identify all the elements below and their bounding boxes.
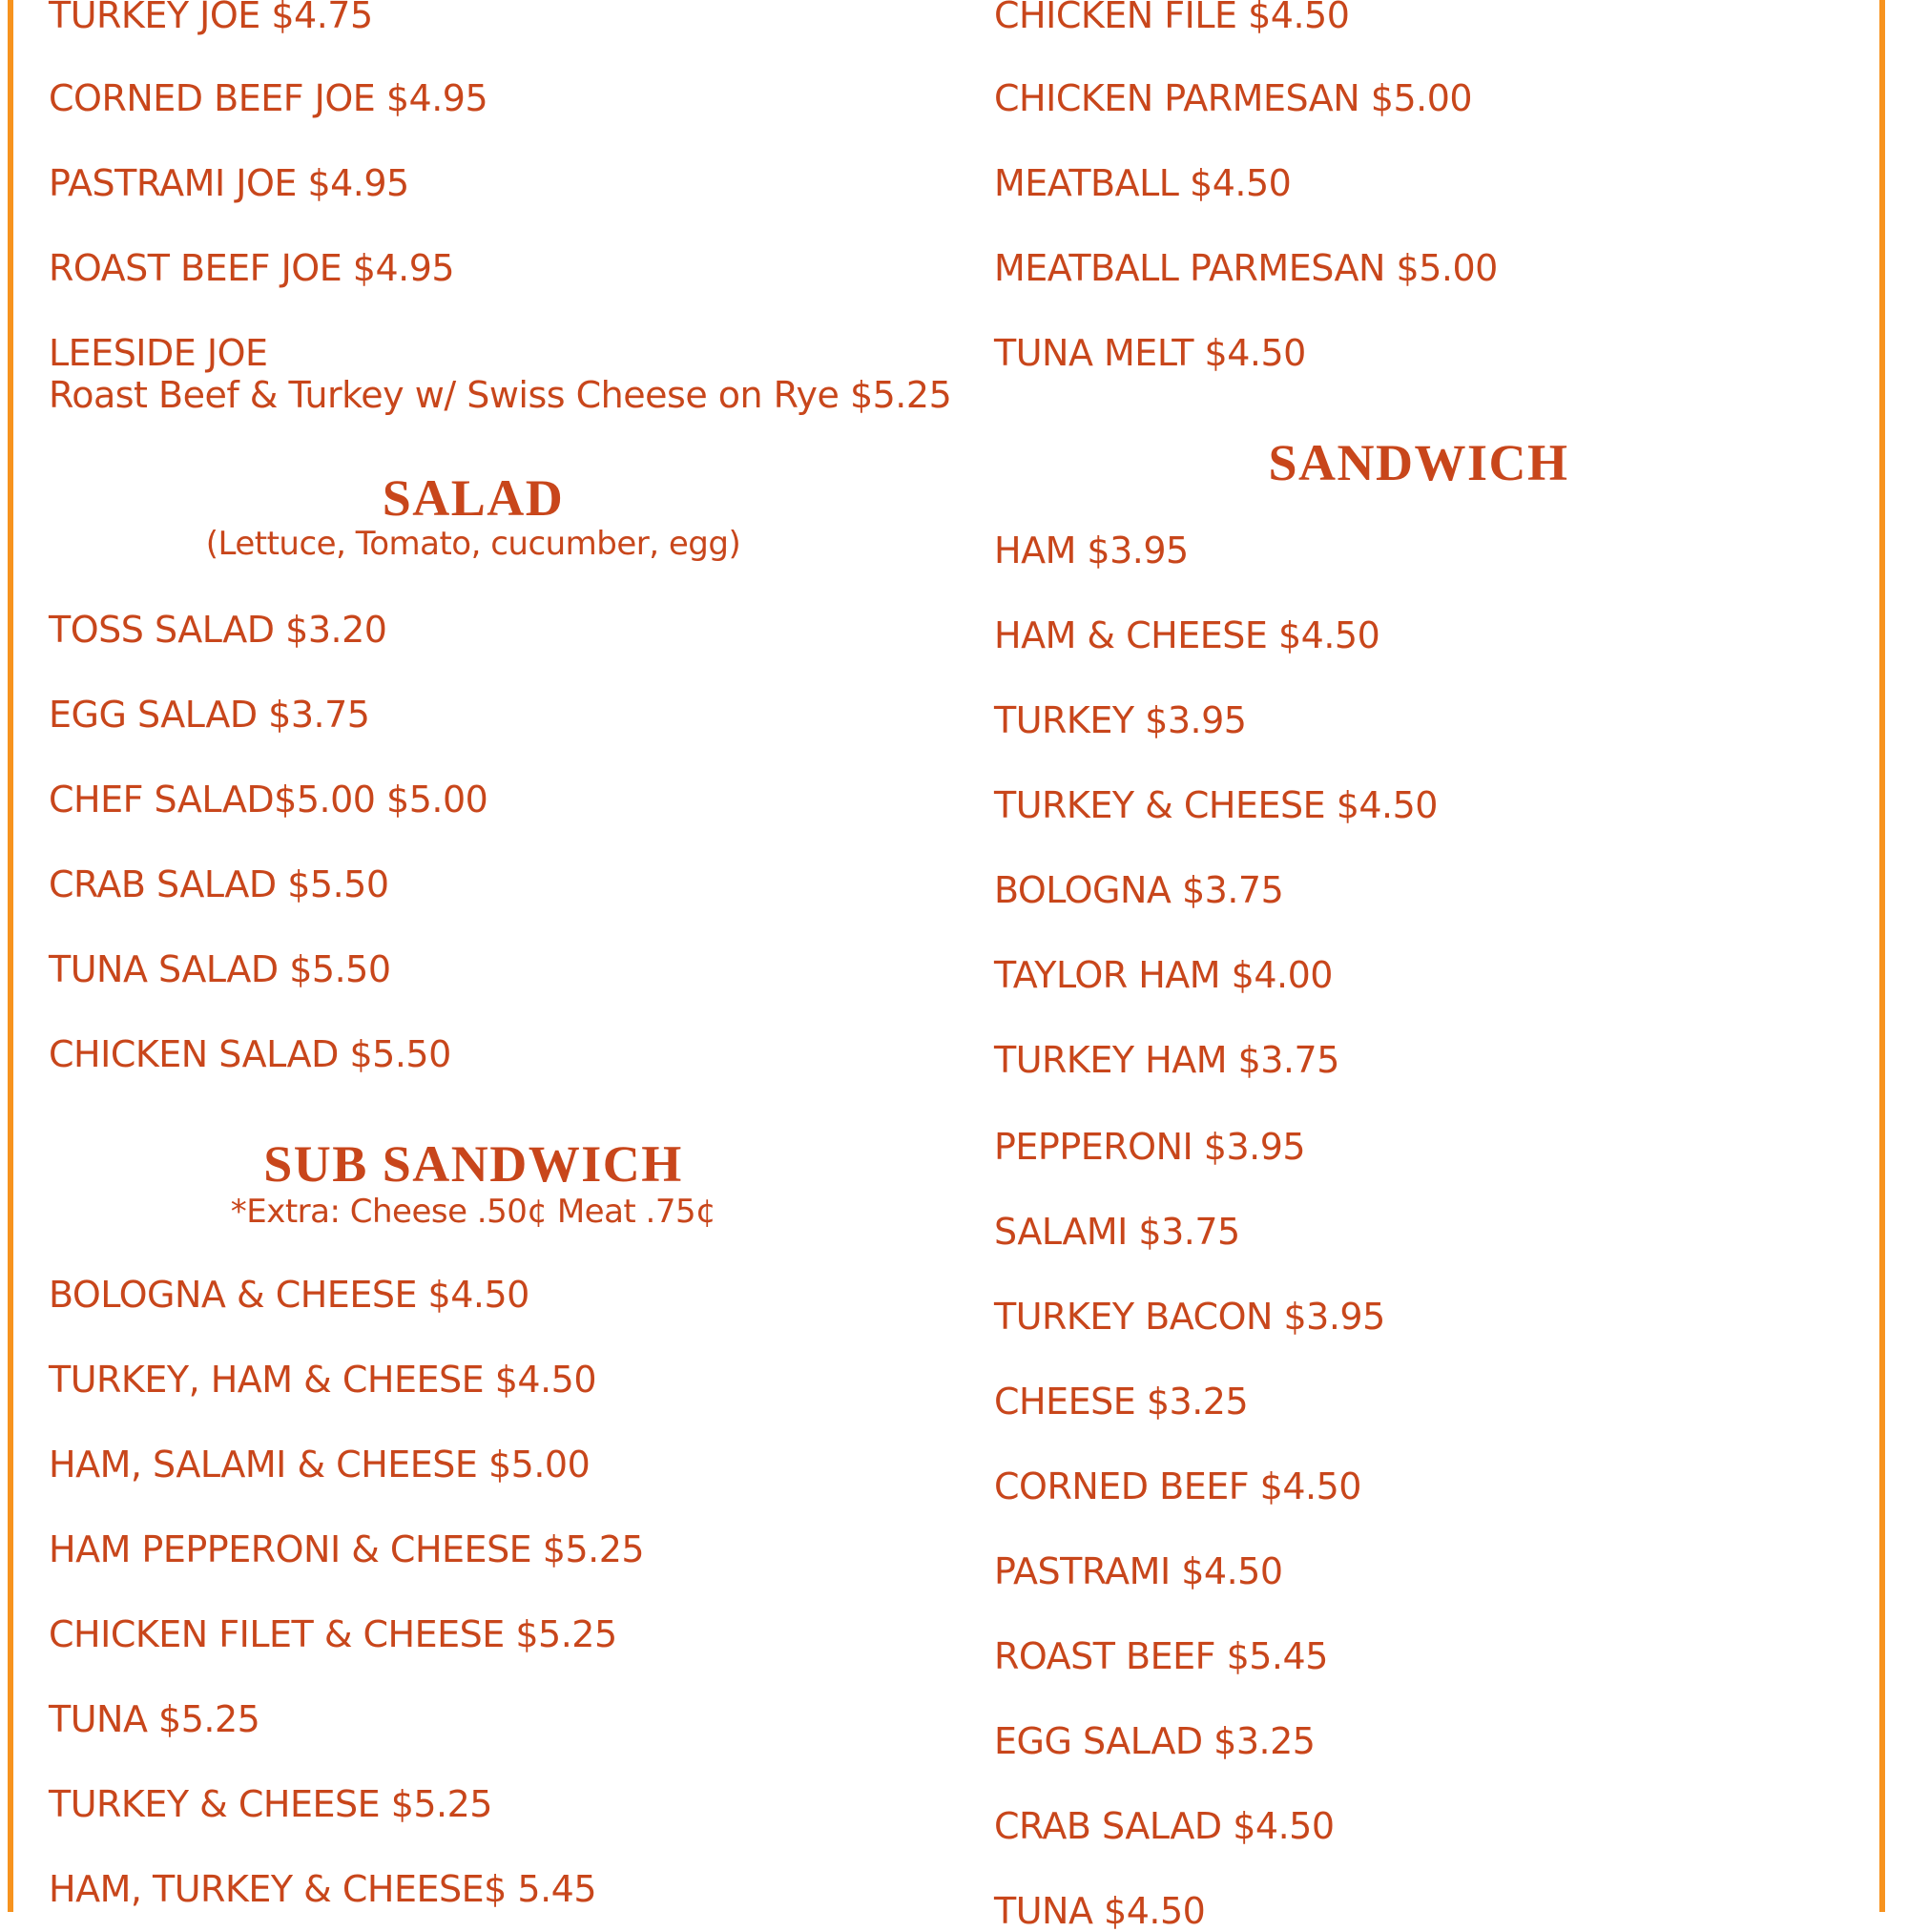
menu-item: TUNA SALAD $5.50 <box>49 948 391 990</box>
menu-item: CHICKEN FILE $4.50 <box>994 0 1350 36</box>
section-title-salad: SALAD <box>382 469 565 527</box>
menu-item: MEATBALL $4.50 <box>994 162 1292 204</box>
menu-item: CHEESE $3.25 <box>994 1381 1249 1423</box>
menu-item: MEATBALL PARMESAN $5.00 <box>994 247 1498 289</box>
menu-item: HAM $3.95 <box>994 530 1189 571</box>
menu-item: BOLOGNA $3.75 <box>994 869 1284 911</box>
menu-item-description: Roast Beef & Turkey w/ Swiss Cheese on Rye $5.25 <box>49 374 952 416</box>
menu-item: TUNA $4.50 <box>994 1890 1206 1932</box>
menu-item: HAM PEPPERONI & CHEESE $5.25 <box>49 1528 645 1570</box>
section-note-sub-sandwich: *Extra: Cheese .50¢ Meat .75¢ <box>230 1193 716 1231</box>
menu-item: SALAMI $3.75 <box>994 1211 1240 1253</box>
menu-item: BOLOGNA & CHEESE $4.50 <box>49 1274 529 1316</box>
menu-item: HAM, SALAMI & CHEESE $5.00 <box>49 1444 591 1485</box>
menu-item: TURKEY, HAM & CHEESE $4.50 <box>49 1359 596 1401</box>
menu-border-right <box>1879 0 1885 1912</box>
menu-item: TURKEY JOE $4.75 <box>49 0 373 36</box>
menu-item: TURKEY $3.95 <box>994 699 1247 741</box>
menu-item: TOSS SALAD $3.20 <box>49 609 387 651</box>
menu-item: HAM & CHEESE $4.50 <box>994 614 1380 656</box>
menu-item: CHICKEN SALAD $5.50 <box>49 1033 451 1075</box>
menu-item: EGG SALAD $3.25 <box>994 1720 1316 1762</box>
menu-item: CRAB SALAD $5.50 <box>49 863 389 905</box>
menu-item: CHEF SALAD$5.00 $5.00 <box>49 779 488 821</box>
section-title-sub-sandwich: SUB SANDWICH <box>263 1135 683 1193</box>
menu-item: EGG SALAD $3.75 <box>49 694 370 736</box>
menu-item: PASTRAMI $4.50 <box>994 1550 1283 1592</box>
menu-item: TURKEY & CHEESE $5.25 <box>49 1783 492 1825</box>
menu-item: ROAST BEEF $5.45 <box>994 1635 1328 1677</box>
menu-item: CORNED BEEF $4.50 <box>994 1465 1361 1507</box>
section-title-sandwich: SANDWICH <box>1268 434 1569 491</box>
menu-item: TUNA $5.25 <box>49 1698 260 1740</box>
menu-item: TUNA MELT $4.50 <box>994 332 1306 374</box>
menu-item: CHICKEN PARMESAN $5.00 <box>994 77 1473 119</box>
menu-item: PEPPERONI $3.95 <box>994 1126 1306 1168</box>
menu-item: PASTRAMI JOE $4.95 <box>49 162 409 204</box>
menu-item: TAYLOR HAM $4.00 <box>994 954 1333 996</box>
menu-item: TURKEY HAM $3.75 <box>994 1039 1339 1081</box>
section-note-salad: (Lettuce, Tomato, cucumber, egg) <box>205 525 741 563</box>
menu-item: HAM, TURKEY & CHEESE$ 5.45 <box>49 1868 596 1910</box>
menu-item-leeside <box>49 332 951 416</box>
menu-item: CHICKEN FILET & CHEESE $5.25 <box>49 1613 617 1655</box>
menu-border-left <box>8 0 13 1912</box>
menu-item: TURKEY BACON $3.95 <box>994 1296 1385 1338</box>
menu-item: TURKEY & CHEESE $4.50 <box>994 784 1438 826</box>
menu-item: CRAB SALAD $4.50 <box>994 1805 1335 1847</box>
menu-item-name: LEESIDE JOE <box>49 332 268 374</box>
menu-item: CORNED BEEF JOE $4.95 <box>49 77 488 119</box>
menu-item: ROAST BEEF JOE $4.95 <box>49 247 455 289</box>
